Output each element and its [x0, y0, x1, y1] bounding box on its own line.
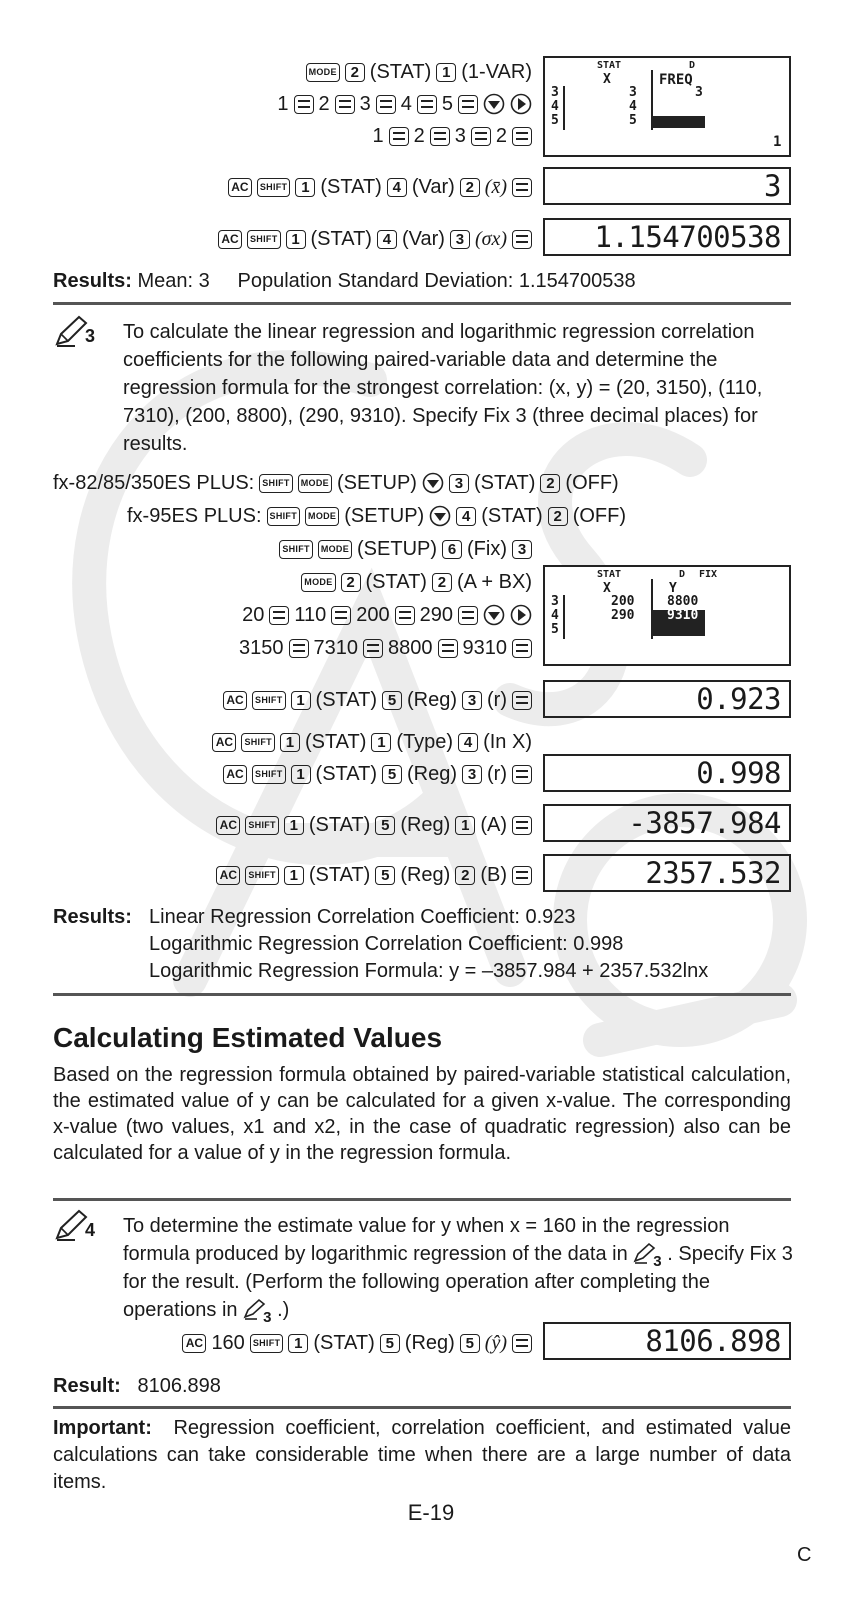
reg-a-keys	[216, 811, 532, 839]
section-body: Based on the regression formula obtained by paired-variable statistical calculation, the estimated value of y can be calculated for a given x-value. The corresponding x-value (two values, x1 and x2, in the case of quadratic regression) also can be calculated for a value of y in the regression formula.	[53, 1064, 791, 1164]
key-1[interactable]: 1	[280, 733, 300, 752]
x-data-line	[242, 601, 532, 629]
equals-key[interactable]	[512, 127, 532, 146]
stat-label: (STAT)	[320, 175, 382, 198]
stat-editor-screen	[543, 56, 791, 157]
shift-key[interactable]: SHIFT	[267, 507, 301, 526]
data-value: 110	[294, 603, 327, 626]
data-value: 290	[419, 603, 453, 626]
mode-key[interactable]: MODE	[306, 63, 340, 82]
key-3[interactable]: 3	[449, 474, 469, 493]
equals-key[interactable]	[430, 127, 450, 146]
text-part: .)	[277, 1299, 290, 1321]
model-label: fx-95ES PLUS:	[127, 504, 262, 527]
key-1[interactable]: 1	[371, 733, 391, 752]
mode-key[interactable]: MODE	[298, 474, 332, 493]
lnx-label: (In X)	[483, 730, 532, 753]
ex2-line2	[277, 90, 532, 118]
ex4-result	[53, 1373, 221, 1400]
equals-key[interactable]	[512, 691, 532, 710]
example-ref	[633, 1242, 667, 1270]
stat-editor-screen	[543, 565, 791, 666]
ex2-line1	[306, 58, 532, 86]
mode-key[interactable]: MODE	[301, 573, 335, 592]
key-5[interactable]: 5	[375, 866, 395, 885]
ex3-results-list	[149, 904, 708, 985]
r-label: (r)	[487, 688, 507, 711]
key-5[interactable]: 5	[375, 816, 395, 835]
ac-key[interactable]: AC	[223, 765, 247, 784]
equals-key[interactable]	[269, 606, 289, 625]
ac-key[interactable]: AC	[216, 866, 240, 885]
degree-indicator: D	[689, 60, 696, 71]
key-3[interactable]: 3	[462, 691, 482, 710]
page-number: E-19	[407, 1500, 455, 1525]
results-label: Results:	[53, 270, 132, 292]
cursor-down-icon[interactable]	[422, 472, 444, 494]
col-x-header: X	[603, 72, 611, 87]
result-label: Result:	[53, 1375, 121, 1397]
shift-key[interactable]: SHIFT	[241, 733, 275, 752]
setup-label: (SETUP)	[344, 504, 425, 527]
text-part: . Specify Fix 3 for the result. (Perform the following operation after completing the operations in	[123, 1243, 793, 1321]
ac-key[interactable]: AC	[228, 178, 252, 197]
setup-line-2	[127, 502, 626, 530]
stat-label: (STAT)	[313, 1331, 375, 1354]
stat-label: (STAT)	[369, 60, 432, 83]
freq-value: 3	[695, 85, 703, 100]
key-2[interactable]: 2	[432, 573, 452, 592]
estimate-display: 8106.898	[543, 1322, 791, 1360]
setup-label: (SETUP)	[357, 537, 438, 560]
shift-key[interactable]: SHIFT	[252, 765, 286, 784]
shift-key[interactable]: SHIFT	[279, 540, 313, 559]
key-4[interactable]: 4	[377, 230, 397, 249]
cursor-down-icon[interactable]	[483, 604, 505, 626]
stat-label: (STAT)	[304, 730, 367, 753]
equals-key[interactable]	[331, 606, 351, 625]
mean-display: 3	[543, 167, 791, 205]
x-value: 4	[629, 99, 637, 114]
key-5[interactable]: 5	[382, 765, 402, 784]
divider	[53, 993, 791, 996]
equals-key[interactable]	[512, 1334, 532, 1353]
y-value: 8800	[667, 594, 699, 609]
equals-key[interactable]	[512, 639, 532, 658]
key-2[interactable]: 2	[540, 474, 560, 493]
equals-key[interactable]	[438, 639, 458, 658]
reg-r-keys-2	[223, 760, 532, 788]
data-value: 1	[277, 92, 289, 115]
ex2-line3	[373, 122, 533, 150]
stat-label: (STAT)	[310, 227, 372, 250]
log-r-display: 0.998	[543, 754, 791, 792]
data-value: 3	[454, 124, 466, 147]
data-value: 2	[413, 124, 425, 147]
key-2[interactable]: 2	[341, 573, 361, 592]
sd-keys	[218, 225, 532, 253]
type-lnx-keys	[212, 728, 532, 756]
data-value: 3150	[239, 636, 284, 659]
equals-key[interactable]	[294, 95, 314, 114]
var-label: (Var)	[401, 227, 445, 250]
row-number: 3	[551, 594, 559, 609]
data-value: 8800	[388, 636, 433, 659]
stat-label: (STAT)	[481, 504, 543, 527]
key-1[interactable]: 1	[455, 816, 475, 835]
shift-key[interactable]: SHIFT	[247, 230, 281, 249]
row-number: 4	[551, 99, 559, 114]
results-label: Results:	[53, 906, 132, 928]
estimate-keys	[182, 1329, 532, 1357]
key-5[interactable]: 5	[382, 691, 402, 710]
key-3[interactable]: 3	[462, 765, 482, 784]
example-ref-number: 3	[263, 1309, 272, 1326]
row-number: 3	[551, 85, 559, 100]
result-line: Logarithmic Regression Formula: y = –3857.984 + 2357.532lnx	[149, 960, 709, 982]
key-1[interactable]: 1	[286, 230, 306, 249]
stat-label: (STAT)	[365, 570, 427, 593]
off-label: (OFF)	[572, 504, 626, 527]
mode-line	[301, 568, 532, 596]
stat-label: (STAT)	[473, 471, 536, 494]
data-value: 9310	[462, 636, 507, 659]
result-line: Linear Regression Correlation Coefficient: 0.923	[149, 906, 576, 928]
selected-cell	[653, 116, 705, 128]
reg-r-keys-1	[223, 686, 532, 714]
stat-label: (STAT)	[308, 863, 371, 886]
sd-display: 1.154700538	[543, 218, 791, 256]
results-text: Mean: 3 Population Standard Deviation: 1.154700538	[137, 270, 636, 292]
key-1[interactable]: 1	[291, 691, 311, 710]
equals-key[interactable]	[395, 606, 415, 625]
fix-label: (Fix)	[467, 537, 507, 560]
r-label: (r)	[487, 762, 507, 785]
pencil-icon	[53, 314, 103, 350]
equals-key[interactable]	[289, 639, 309, 658]
reg-label: (Reg)	[400, 813, 451, 836]
equals-key[interactable]	[363, 639, 383, 658]
var-label: (Var)	[411, 175, 455, 198]
input-value: 160	[211, 1331, 245, 1354]
fix-line	[279, 535, 532, 563]
example-number: 3	[85, 326, 96, 346]
important-text: Regression coefficient, correlation coefficient, and estimated value calculations can take considerable time when there are a large number of data items.	[53, 1417, 791, 1493]
coef-a-display: -3857.984	[543, 804, 791, 842]
ex4-description	[123, 1212, 793, 1324]
abx-label: (A + BX)	[456, 570, 532, 593]
reg-label: (Reg)	[400, 863, 451, 886]
mode-key[interactable]: MODE	[318, 540, 352, 559]
setup-line-1	[53, 469, 619, 497]
key-5[interactable]: 5	[380, 1334, 400, 1353]
type-label: (Type)	[396, 730, 454, 753]
example-ref	[243, 1298, 277, 1326]
key-1[interactable]: 1	[291, 765, 311, 784]
data-value: 2	[318, 92, 330, 115]
coef-b-display: 2357.532	[543, 854, 791, 892]
cursor-down-icon[interactable]	[483, 93, 505, 115]
stat-label: (STAT)	[308, 813, 371, 836]
row-number: 5	[551, 113, 559, 128]
x-value: 3	[629, 85, 637, 100]
corner-mark: C	[797, 1544, 812, 1566]
example-3-marker	[53, 314, 103, 355]
shift-key[interactable]: SHIFT	[250, 1334, 284, 1353]
equals-key[interactable]	[512, 178, 532, 197]
reg-label: (Reg)	[407, 762, 458, 785]
key-5[interactable]: 5	[460, 1334, 480, 1353]
xbar-label: (x̄)	[484, 175, 507, 198]
x-value: 200	[611, 594, 635, 609]
key-4[interactable]: 4	[456, 507, 476, 526]
stat-label: (STAT)	[315, 688, 377, 711]
ac-key[interactable]: AC	[212, 733, 236, 752]
shift-key[interactable]: SHIFT	[259, 474, 293, 493]
col-y-header: Y	[669, 581, 677, 596]
key-4[interactable]: 4	[387, 178, 407, 197]
key-2[interactable]: 2	[460, 178, 480, 197]
result-value: 8106.898	[137, 1375, 221, 1397]
section-heading: Calculating Estimated Values	[53, 1022, 443, 1053]
divider	[53, 302, 791, 305]
equals-key[interactable]	[376, 95, 396, 114]
data-value: 2	[495, 124, 507, 147]
data-value: 1	[372, 124, 384, 147]
shift-key[interactable]: SHIFT	[245, 866, 279, 885]
pencil-icon	[53, 1208, 103, 1244]
ac-key[interactable]: AC	[216, 816, 240, 835]
key-2[interactable]: 2	[455, 866, 475, 885]
x-value: 5	[629, 113, 637, 128]
shift-key[interactable]: SHIFT	[257, 178, 291, 197]
mean-keys	[228, 173, 532, 201]
stat-indicator: STAT	[597, 569, 622, 580]
data-value: 7310	[313, 636, 358, 659]
b-label: (B)	[480, 863, 507, 886]
key-3[interactable]: 3	[450, 230, 470, 249]
off-label: (OFF)	[565, 471, 619, 494]
equals-key[interactable]	[458, 606, 478, 625]
key-1[interactable]: 1	[284, 816, 304, 835]
key-2[interactable]: 2	[345, 63, 365, 82]
key-4[interactable]: 4	[458, 733, 478, 752]
model-label: fx-82/85/350ES PLUS:	[53, 471, 255, 494]
example-4-marker	[53, 1208, 103, 1249]
key-3[interactable]: 3	[512, 540, 532, 559]
key-2[interactable]: 2	[548, 507, 568, 526]
sigma-label: (σx)	[474, 227, 507, 250]
result-line: Logarithmic Regression Correlation Coefficient: 0.998	[149, 933, 624, 955]
x-value: 290	[611, 608, 635, 623]
linear-r-display: 0.923	[543, 680, 791, 718]
yhat-label: (ŷ)	[484, 1331, 507, 1354]
reg-label: (Reg)	[407, 688, 458, 711]
key-1[interactable]: 1	[295, 178, 315, 197]
data-value: 3	[359, 92, 371, 115]
key-6[interactable]: 6	[442, 540, 462, 559]
mode-key[interactable]: MODE	[305, 507, 339, 526]
data-value: 200	[356, 603, 390, 626]
text-part: To determine the estimate value for y when x = 160 in the regression formula produced by logarithmic regression of the data in	[123, 1215, 730, 1265]
one-var-label: (1-VAR)	[461, 60, 532, 83]
equals-key[interactable]	[471, 127, 491, 146]
y-data-line	[239, 634, 532, 662]
shift-key[interactable]: SHIFT	[245, 816, 279, 835]
stat-label: (STAT)	[315, 762, 377, 785]
row-number: 4	[551, 608, 559, 623]
data-value: 4	[400, 92, 412, 115]
reg-label: (Reg)	[404, 1331, 455, 1354]
fix-indicator: FIX	[699, 569, 718, 580]
divider	[53, 1406, 791, 1409]
example-number: 4	[85, 1220, 96, 1240]
equals-key[interactable]	[512, 230, 532, 249]
equals-key[interactable]	[335, 95, 355, 114]
y-value: 9310	[667, 608, 699, 623]
example-ref-number: 3	[653, 1253, 662, 1270]
cursor-right-icon[interactable]	[510, 604, 532, 626]
data-value: 20	[242, 603, 265, 626]
key-1[interactable]: 1	[436, 63, 456, 82]
shift-key[interactable]: SHIFT	[252, 691, 286, 710]
a-label: (A)	[480, 813, 507, 836]
key-1[interactable]: 1	[284, 866, 304, 885]
selected-cell	[653, 610, 705, 636]
ac-key[interactable]: AC	[223, 691, 247, 710]
cursor-row-number: 1	[773, 134, 782, 150]
key-1[interactable]: 1	[288, 1334, 308, 1353]
equals-key[interactable]	[417, 95, 437, 114]
setup-label: (SETUP)	[336, 471, 417, 494]
col-x-header: X	[603, 581, 611, 596]
ex2-results	[53, 268, 636, 295]
ex3-description: To calculate the linear regression and logarithmic regression correlation coefficients for the following paired-variable data and determine the regression formula for the strongest correlation: (x, y) = (20, 3150), (110, 7310), (200, 8800), (290, 9310). Specify Fix 3 (three decimal places) for results.	[123, 321, 763, 455]
important-label: Important:	[53, 1417, 152, 1439]
divider	[53, 1198, 791, 1201]
equals-key[interactable]	[512, 866, 532, 885]
important-note	[53, 1415, 791, 1496]
col-freq-header: FREQ	[659, 72, 693, 88]
equals-key[interactable]	[512, 765, 532, 784]
stat-indicator: STAT	[597, 60, 622, 71]
equals-key[interactable]	[389, 127, 409, 146]
equals-key[interactable]	[512, 816, 532, 835]
cursor-right-icon[interactable]	[510, 93, 532, 115]
reg-b-keys	[216, 861, 532, 889]
row-number: 5	[551, 622, 559, 637]
data-value: 5	[441, 92, 453, 115]
cursor-down-icon[interactable]	[429, 505, 451, 527]
degree-indicator: D	[679, 569, 686, 580]
equals-key[interactable]	[458, 95, 478, 114]
ac-key[interactable]: AC	[218, 230, 242, 249]
ex3-results	[53, 904, 132, 931]
ac-key[interactable]: AC	[182, 1334, 206, 1353]
